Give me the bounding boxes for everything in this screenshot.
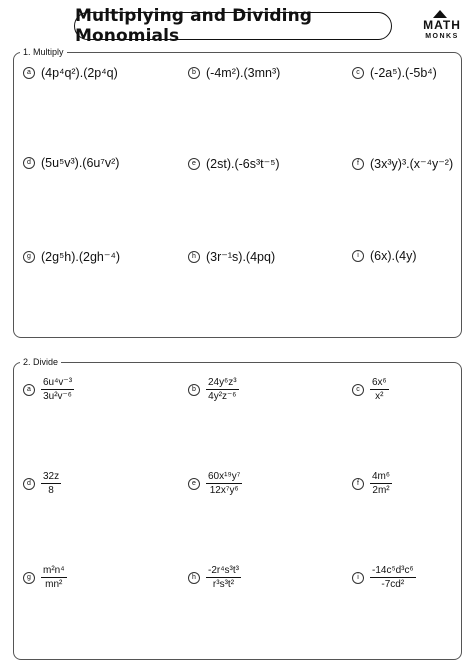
question-badge: h (188, 251, 200, 263)
fraction (41, 565, 67, 590)
logo-text-monks: MONKS (425, 33, 459, 40)
question-badge: f (352, 158, 364, 170)
math-monks-logo (419, 8, 465, 48)
expression: (2st).(-6s³t⁻⁵) (206, 157, 280, 171)
fraction (206, 377, 239, 402)
question-badge: b (188, 67, 200, 79)
fraction (370, 565, 416, 590)
question-badge: i (352, 250, 364, 262)
question-badge: g (23, 572, 35, 584)
question-badge: e (188, 478, 200, 490)
denominator: 2m² (372, 485, 390, 496)
multiply-question-e (188, 156, 280, 171)
multiply-question-c (352, 66, 437, 80)
question-badge: f (352, 478, 364, 490)
fraction (370, 377, 389, 402)
numerator: 6u⁴v⁻³ (43, 377, 73, 388)
denominator: mn² (45, 579, 63, 590)
question-badge: i (352, 572, 364, 584)
multiply-question-f (352, 156, 453, 171)
numerator: 60x¹⁹y⁷ (208, 471, 241, 482)
divide-question-f (352, 471, 392, 496)
question-badge: e (188, 158, 200, 170)
multiply-question-i (352, 249, 417, 263)
question-badge: g (23, 251, 35, 263)
question-badge: d (23, 157, 35, 169)
divide-section-label: 2. Divide (20, 356, 61, 368)
expression: (6x).(4y) (370, 249, 417, 263)
logo-triangle-icon (433, 10, 447, 18)
fraction (41, 471, 61, 496)
denominator: 4y²z⁻⁶ (208, 391, 237, 402)
question-badge: b (188, 384, 200, 396)
divide-question-a (23, 377, 74, 402)
multiply-question-a (23, 66, 118, 80)
denominator: 3u²v⁻⁶ (43, 391, 72, 402)
divide-question-b (188, 377, 239, 402)
question-badge: c (352, 384, 364, 396)
multiply-question-g (23, 249, 120, 264)
divide-question-e (188, 471, 242, 496)
question-badge: d (23, 478, 35, 490)
numerator: 32z (43, 471, 60, 482)
denominator: 8 (48, 485, 54, 496)
divide-question-c (352, 377, 389, 402)
question-badge: a (23, 67, 35, 79)
divide-section (13, 357, 462, 660)
fraction (370, 471, 392, 496)
fraction (206, 565, 241, 590)
denominator: -7cd² (381, 579, 405, 590)
expression: (-2a⁵).(-5b⁴) (370, 66, 437, 80)
numerator: 24y⁶z³ (208, 377, 237, 388)
expression: (3x³y)³.(x⁻⁴y⁻²) (370, 157, 454, 171)
question-badge: c (352, 67, 364, 79)
multiply-section (13, 47, 462, 338)
multiply-question-h (188, 249, 275, 264)
logo-text-math: MATH (423, 18, 461, 32)
fraction (206, 471, 242, 496)
expression: (4p⁴q²).(2p⁴q) (41, 66, 118, 80)
denominator: r³s³t² (212, 579, 235, 590)
multiply-section-label: 1. Multiply (20, 46, 67, 58)
expression: (-4m²).(3mn³) (206, 66, 281, 80)
expression: (5u⁵v³).(6u⁷v²) (41, 156, 120, 170)
divide-question-g (23, 565, 67, 590)
question-badge: h (188, 572, 200, 584)
numerator: 4m⁶ (372, 471, 391, 482)
numerator: m²n⁴ (43, 565, 65, 576)
numerator: -14c⁵d³c⁶ (372, 565, 414, 576)
fraction (41, 377, 74, 402)
divide-question-d (23, 471, 61, 496)
expression: (2g⁵h).(2gh⁻⁴) (41, 250, 120, 264)
worksheet-title: Multiplying and Dividing Monomials (74, 12, 392, 40)
multiply-question-b (188, 66, 280, 80)
question-badge: a (23, 384, 35, 396)
divide-question-h (188, 565, 241, 590)
multiply-question-d (23, 156, 119, 170)
numerator: 6x⁶ (372, 377, 387, 388)
denominator: x² (375, 391, 384, 402)
denominator: 12x⁷y⁶ (209, 485, 239, 496)
expression: (3r⁻¹s).(4pq) (206, 250, 276, 264)
numerator: -2r⁴s³t³ (208, 565, 239, 576)
divide-question-i (352, 565, 416, 590)
